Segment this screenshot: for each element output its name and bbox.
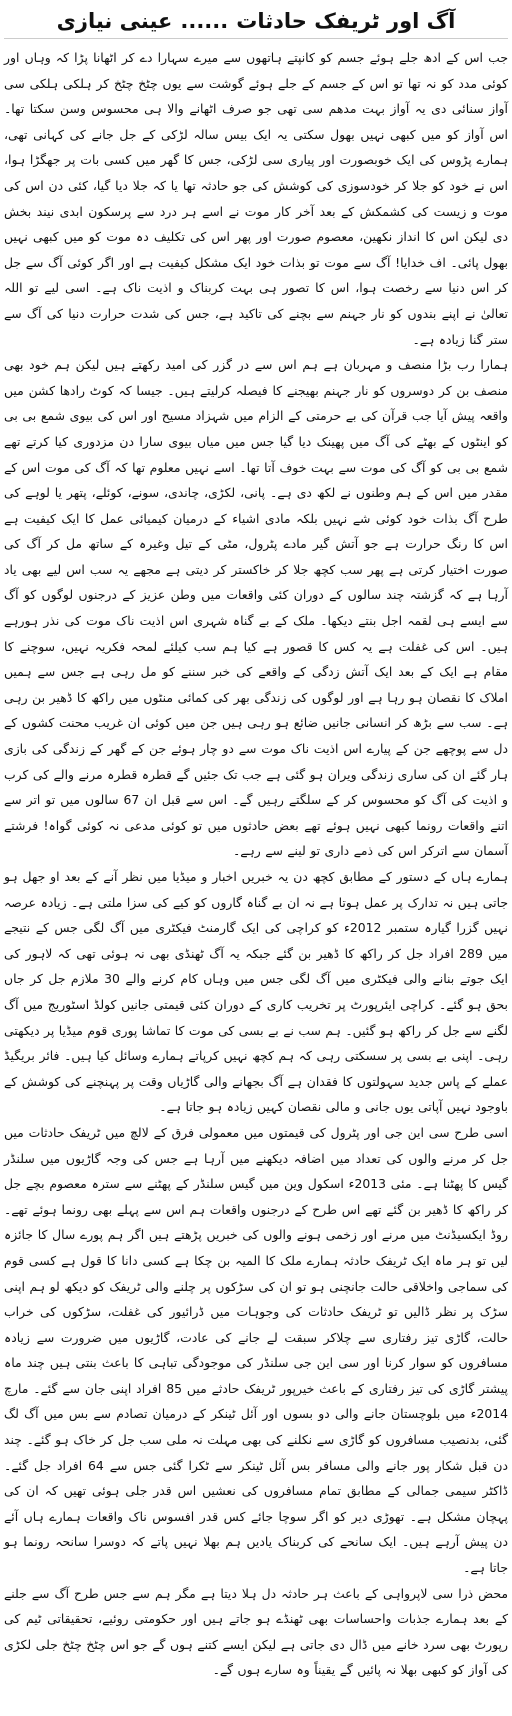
article-author: عینی نیازی [56, 9, 173, 33]
paragraph: ہمارے ہاں کے دستور کے مطابق کچھ دن یہ خبریں اخبار و میڈیا میں نظر آنے کے بعد او جھل ہو جاتی ہیں نہ تدارک پر عمل ہوتا ہے نہ ان بے گناہ گاروں کو کیے کی سزا ملتی ہے۔ زیادہ عرصہ نہیں گزرا گیارہ ستمبر 2012ء کو کراچی کی ایک گارمنٹ فیکٹری میں آگ لگی جس کے نتیجے میں 289 افراد جل کر راکھ کا ڈھیر بن گئے جبکہ یہ آگ ٹھنڈی بھی نہ ہوئی تھی کہ لاہور کی ایک جوتے بنانے والی فیکٹری میں آگ لگی جس میں وہاں کام کرنے والے 30 ملازم جل کر جاں بحق ہو گئے۔ کراچی ایئرپورٹ پر تخریب کاری کے دوران کئی قیمتی جانیں کولڈ اسٹوریج میں آگ لگنے سے جل کر راکھ ہو گئیں۔ ہم سب نے بے بسی کی موت کا تماشا پوری قوم میڈیا پر دیکھتی رہی۔ اپنی بے بسی پر سسکتی رہی کہ ہم کچھ نہیں کرپاتے ہمارے وسائل کیا ہیں۔ فائر بریگیڈ عملے کے پاس جدید سہولتوں کا فقدان ہے آگ بجھانے والی گاڑیاں وقت پر پہنچنے کی کوشش کے باوجود نہیں آپاتی یوں جانی و مالی نقصان کہیں زیادہ ہو جاتا ہے۔ [4, 869, 509, 1115]
paragraph: اسی طرح سی این جی اور پٹرول کی قیمتوں میں معمولی فرق کے لالچ میں ٹریفک حادثات میں جل کر مرنے والوں کی تعداد میں اضافہ دیکھنے میں آرہا ہے جس کی وجہ گاڑیوں میں سلنڈر گیس کا پھٹنا ہے۔ مئی 2013ء اسکول وین میں گیس سلنڈر کے پھٹنے سے سترہ معصوم بچے جل کر راکھ کا ڈھیر بن گئے تھے اس طرح کے درجنوں واقعات ہم اس سے پہلے بھی رونما ہوئے تھے۔ روڈ ایکسیڈنٹ میں مرنے اور زخمی ہونے والوں کی خبریں پڑھتے ہیں اگر ہم پورے سال کا جائزہ لیں تو ہر ماہ ایک ٹریفک حادثہ ہمارے ملک کا المیہ بن چکا ہے کسی دانا کا قول ہے کسی قوم کی سماجی واخلاقی حالت جانچنی ہو تو ان کی سڑکوں پر چلنے والی ٹریفک کو دیکھ لو ہم اپنی سڑک پر نظر ڈالیں تو ٹریفک حادثات کی وجوہات میں ڈرائیور کی غفلت، سڑکوں کی خراب حالت، گاڑی تیز رفتاری سے چلاکر سبقت لے جانے کی عادت، گاڑیوں میں ضرورت سے زیادہ مسافروں کو سوار کرنا اور سی این جی سلنڈر کی موجودگی تباہی کا باعث بنتی ہیں چند ماہ پیشتر گاڑی کی تیز رفتاری کے باعث خیرپور ٹریفک حادثے میں 85 افراد اپنی جان سے گئے۔ مارچ 2014ء میں بلوچستان جانے والی دو بسوں اور آئل ٹینکر کے درمیان تصادم سے بس میں آگ لگ گئی، بدنصیب مسافروں کو گاڑی سے نکلنے کی بھی مہلت نہ ملی سب جل کر خاک ہو گئے۔ چند دن قبل شکار پور جانے والی مسافر بس آئل ٹینکر سے ٹکرا گئی جس سے 64 افراد جل گئے۔ ڈاکٹر سیمی جمالی کے مطابق تمام مسافروں کی نعشیں اس قدر جلی ہوئی تھیں کہ ان کی پہچان مشکل ہے۔ تھوڑی دیر کو اگر سوچا جائے کس قدر افسوس ناک واقعات ہمارے ہاں آئے دن پیش آرہے ہیں۔ ایک سانحے کی کربناک یادیں ہم بھلا نہیں پاتے کہ دوسرا سانحہ رونما ہو جاتا ہے۔ [4, 1124, 508, 1576]
title-separator: ...... [180, 9, 229, 33]
article-body [4, 45, 508, 1683]
paragraph: ہمارا رب بڑا منصف و مہربان ہے ہم اس سے در گزر کی امید رکھتے ہیں لیکن ہم خود بھی منصف بن کر دوسروں کو نار جہنم بھیجنے کا فیصلہ کرلیتے ہیں۔ جیسا کہ کوٹ رادھا کشن میں واقعہ پیش آیا جب قرآن کی بے حرمتی کے الزام میں شہزاد مسیح اور اس کی بیوی شمع بی بی کو اینٹوں کے بھٹے کی آگ میں پھینک دیا گیا جس میں میاں بیوی سارا دن مزدوری کیا کرتے تھے شمع بی بی کو آگ کی موت سے بہت خوف آتا تھا۔ اسے نہیں معلوم تھا کہ آگ کی موت اس کے مقدر میں اس کے ہم وطنوں نے لکھ دی ہے۔ پانی، لکڑی، چاندی، سونے، کوئلے، پتھر یا لوہے کی طرح آگ بذات خود کوئی شے نہیں بلکہ مادی اشیاء کے درمیان کیمیائی عمل کا ایک کیفیت ہے اس کا رنگ حرارت ہے جو آتش گیر مادے پٹرول، مٹی کے تیل وغیرہ کے ساتھ مل کر آگ کی صورت اختیار کرتی ہے پھر سب کچھ جلا کر خاکستر کر دیتی ہے مجھے یہ سب اس لیے بھی یاد آرہا ہے کہ گزشتہ چند سالوں کے دوران کئی واقعات میں وطن عزیز کے درجنوں لوگوں کو آگ سے ایسے ہی لقمہ اجل بنتے دیکھا۔ ملک کے بے گناہ شہری اس اذیت ناک موت کی نذر ہورہے ہیں۔ اس کی غفلت ہے یہ کس کا قصور ہے کیا ہم سب کیلئے لمحہ فکریہ نہیں، سوچنے کا مقام ہے ایک کے بعد ایک آتش زدگی کے واقعے کی خبر سننے کو مل رہی ہے جس سے ہمیں املاک کا نقصان ہو رہا ہے اور لوگوں کی زندگی بھر کی کمائی منٹوں میں راکھ کا ڈھیر بن رہی ہے۔ سب سے بڑھ کر انسانی جانیں ضائع ہو رہی ہیں جن میں کوئی ان غریب محنت کشوں کے دل سے پوچھے جن کے پیارے اس اذیت ناک موت سے دو چار ہوئے جن کے گھر کے زندگی کی بازی ہار گئے ان کی ساری زندگی ویران ہو گئی ہے جب تک جئیں گے قطرہ قطرہ مرنے والے کی کرب و اذیت کی آگ کو محسوس کر کے سلگتے رہیں گے۔ اس سے قبل ان 67 سالوں میں تو اتر سے اتنے واقعات رونما کبھی نہیں ہوئے تھے بعض حادثوں میں تو کوئی مدعی نہ کوئی گواہ! فرشتے آسمان سے اترکر اس کی ذمے داری تو لینے سے رہے۔ [4, 357, 509, 859]
paragraph: محض ذرا سی لاپرواہی کے باعث ہر حادثہ دل ہلا دیتا ہے مگر ہم سے جس طرح آگ سے جلنے کے بعد ہمارے جذبات واحساسات بھی ٹھنڈے ہو جاتے ہیں اور حکومتی روئیے، تحقیقاتی ٹیم کی رپورٹ بھی سرد خانے میں ڈال دی جاتی ہے لیکن ایسے کتنے ہوں گے جو اس چٹخ چٹخ جلی لکڑی کی آواز کو کبھی بھلا نہ پائیں گے یقیناً وہ سارے ہوں گے۔ [4, 1585, 508, 1678]
article-headline [4, 4, 508, 39]
paragraph: جب اس کے ادھ جلے ہوئے جسم کو کانپتے ہاتھوں سے میرے سہارا دے کر اٹھانا پڑا کہ وہاں اور کوئی مدد کو نہ تھا تو اس کے جسم کے جلے ہوئے گوشت سے یوں چٹخ چٹخ کر ہلکی ہلکی سی آواز سنائی دی یہ آواز بہت مدھم سی تھی جو صرف اٹھانے والا ہی محسوس وسن سکتا تھا۔ اس آواز کو میں کبھی نہیں بھول سکتی یہ ایک بیس سالہ لڑکی کے جل جانے کی کہانی تھی، ہمارے پڑوس کی ایک خوبصورت اور پیاری سی لڑکی، جس کا گھر میں کسی بات پر جھگڑا ہوا، اس نے خود کو جلا کر خودسوزی کی کوشش کی جو حادثہ تھا یا کہ جلا دیا گیا، کئی دن اس کی موت و زیست کی کشمکش کے بعد آخر کار موت نے اسے ہر درد سے پرسکون ابدی نیند بخش دی لیکن اس کا انداز نکھین، معصوم صورت اور پھر اس کی تکلیف دہ موت کو میں کبھی نہیں بھول پائی۔ اف خدایا! آگ سے موت تو بذات خود ایک مشکل کیفیت ہے اور اگر کوئی آگ سے جل کر اس دنیا سے رخصت ہوا، اس کا تصور ہی بہت کربناک و اذیت ناک ہے۔ اسی لیے تو اللہ تعالیٰ نے اپنے بندوں کو نار جہنم سے بچنے کی تاکید ہے، جس کی شدت حرارت دنیا کی آگ سے ستر گنا زیادہ ہے۔ [4, 50, 508, 347]
article-title: آگ اور ٹریفک حادثات [236, 9, 456, 33]
